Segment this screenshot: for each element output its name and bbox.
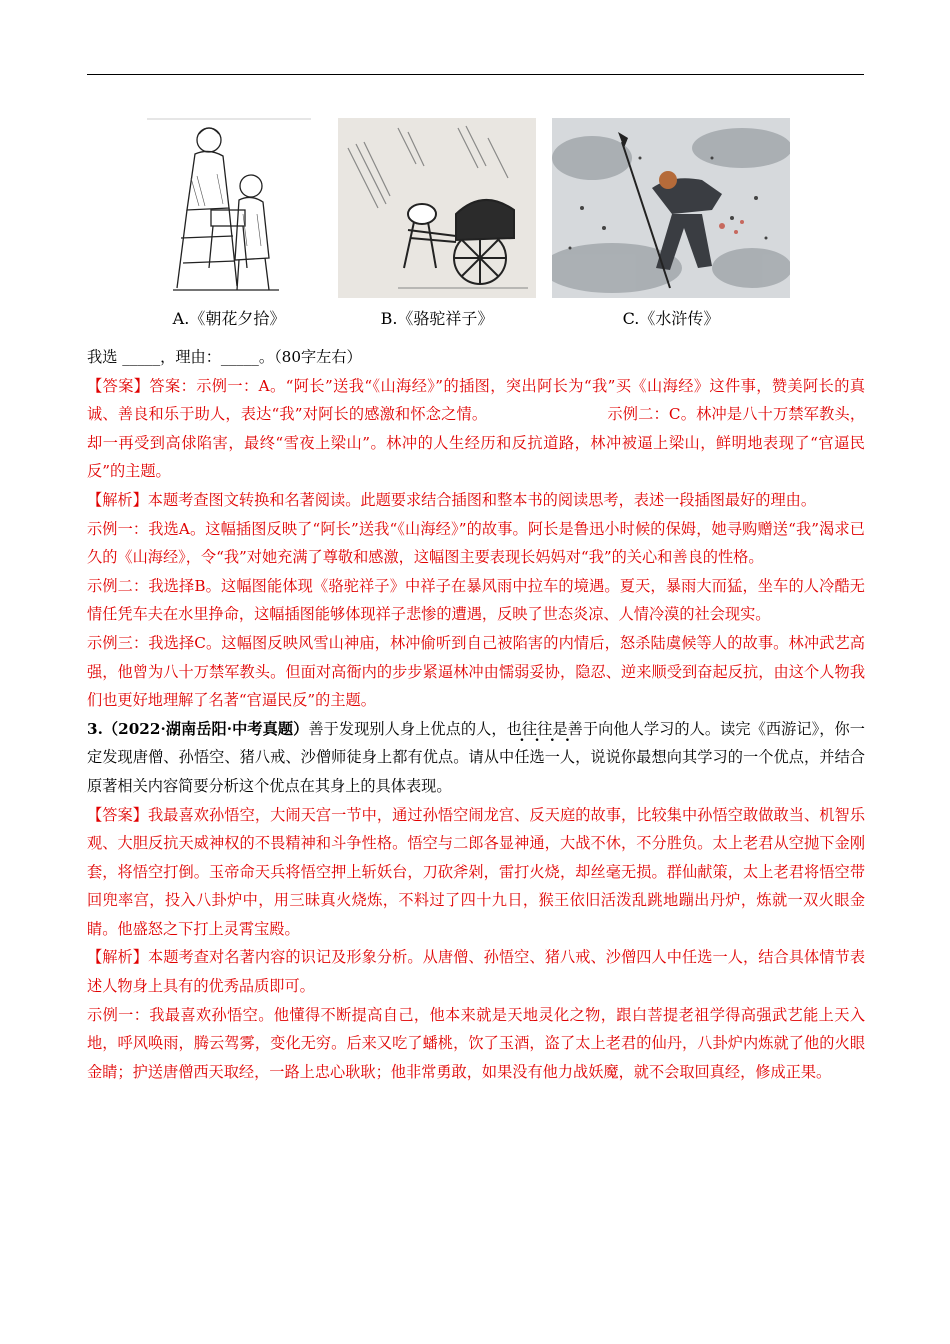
- q2-analysis: [87, 486, 865, 515]
- illustration-shuihuzhuan: [552, 118, 790, 298]
- q2-prompt: 我选 _____，理由：_____。（80字左右）: [87, 348, 362, 366]
- figure-a-caption: A.《朝花夕拾》: [172, 309, 286, 328]
- q2-example-3: 示例三：我选择C。这幅图反映风雪山神庙，林冲偷听到自己被陷害的内情后，怒杀陆虞候等人的故事。林冲武艺高强，他曾为八十万禁军教头。但面对高衙内的步步紧逼林冲由懦弱妥协，隐忍、逆来顺受到奋起反抗，由这个人物我们也更好地理解了名著“官逼民反”的主题。: [87, 633, 865, 710]
- figure-c: [552, 118, 790, 329]
- q2-answer: [87, 372, 865, 486]
- q2-analysis-text: 本题考查图文转换和名著阅读。此题要求结合插图和整本书的阅读思考，表述一段插图最好的理由。: [147, 490, 816, 509]
- q3-stem-post: ，说说你最想向其学习的一个优点，并结合原著相关内容简要分析这个优点在其身上的具体表现。: [87, 748, 866, 795]
- q3-emph-char: 选: [529, 748, 545, 767]
- figure-a: [147, 118, 311, 329]
- q3-analysis-text: 本题考查对名著内容的识记及形象分析。从唐僧、孙悟空、猪八戒、沙僧四人中任选一人，结合具体情节表述人物身上具有的优秀品质即可。: [87, 948, 866, 996]
- analysis-tag: 【解析】: [87, 490, 148, 509]
- answer-tag: 【答案】: [87, 805, 149, 824]
- analysis-tag: 【解析】: [87, 948, 149, 967]
- q3-emph-char: 人: [559, 748, 576, 767]
- q2-answer-2: 示例二：C。林冲是八十万禁军教头，却一再受到高俅陷害，最终“雪夜上梁山”。林冲的人生经历和反抗道路，林冲被逼上梁山，鲜明地表现了“官逼民反”的主题。: [87, 405, 866, 481]
- document-body: [87, 343, 865, 1086]
- header-rule: [87, 74, 864, 75]
- figure-b-caption: B.《骆驼祥子》: [380, 309, 494, 328]
- q2-answer-1: 答案：示例一：A。“阿长”送我“《山海经》”的插图，突出阿长为“我”买《山海经》这件事，赞美阿长的真诚、善良和乐于助人，表达“我”对阿长的感激和怀念之情。: [87, 376, 866, 424]
- figure-b: [338, 118, 536, 329]
- q3-answer: [87, 801, 865, 944]
- figure-c-caption: C.《水浒传》: [622, 309, 720, 328]
- q3-number: 3.: [87, 719, 103, 738]
- answer-tag: 【答案】: [87, 376, 150, 395]
- q3-answer-text: 我最喜欢孙悟空，大闹天宫一节中，通过孙悟空闹龙宫、反天庭的故事，比较集中孙悟空敢做敢当、机智乐观、大胆反抗天威神权的不畏精神和斗争性格。悟空与二郎各显神通，大战不休，不分胜负。太上老君从空抛下金刚套，将悟空打倒。玉帝命天兵将悟空押上斩妖台，刀砍斧剁，雷打火烧，却丝毫无损。群仙献策，太上老君将悟空带回兜率宫，投入八卦炉中，用三昧真火烧炼，不料过了四十九日，猴王依旧活泼乱跳地蹦出丹炉，炼就一双火眼金睛。他盛怒之下打上灵霄宝殿。: [87, 805, 866, 938]
- q2-example-1: 示例一：我选A。这幅插图反映了“阿长”送我“《山海经》”的故事。阿长是鲁迅小时候的保姆，她寻购赠送“我”渴求已久的《山海经》，令“我”对她充满了尊敬和感激，这幅图主要表现长妈妈对“我”的关心和善良的性格。: [87, 519, 865, 567]
- q3-source: （2022·湖南岳阳·中考真题）: [102, 719, 309, 738]
- q3-analysis: [87, 943, 865, 1000]
- q3-emph-char: 一: [544, 748, 560, 767]
- q3-example-1: 示例一：我最喜欢孙悟空。他懂得不断提高自己，他本来就是天地灵化之物，跟白菩提老祖学得高强武艺能上天入地，呼风唤雨，腾云驾雾，变化无穷。后来又吃了蟠桃，饮了玉酒，盗了太上老君的仙丹，八卦炉内炼就了他的火眼金睛；护送唐僧西天取经，一路上忠心耿耿；他非常勇敢，如果没有他力战妖魔，就不会取回真经，修成正果。: [87, 1005, 865, 1081]
- q2-example-2: 示例二：我选择B。这幅图能体现《骆驼祥子》中祥子在暴风雨中拉车的境遇。夏天，暴雨大而猛，坐车的人冷酷无情任凭车夫在水里挣命，这幅插图能够体现祥子悲惨的遭遇，反映了世态炎凉、人情冷漠的社会现实。: [87, 576, 865, 624]
- illustration-luotuoxiangzi: [338, 118, 536, 298]
- q3-stem: [87, 715, 865, 801]
- q3-stem-pre: 善于发现别人身上优点的人，也往往是善于向他人学习的人。读完《西游记》，你一定发现唐僧、孙悟空、猪八戒、沙僧师徒身上都有优点。请从中: [87, 719, 865, 767]
- q3-emph-char: 任: [514, 748, 530, 767]
- illustration-chaohuaxishi: [147, 118, 311, 298]
